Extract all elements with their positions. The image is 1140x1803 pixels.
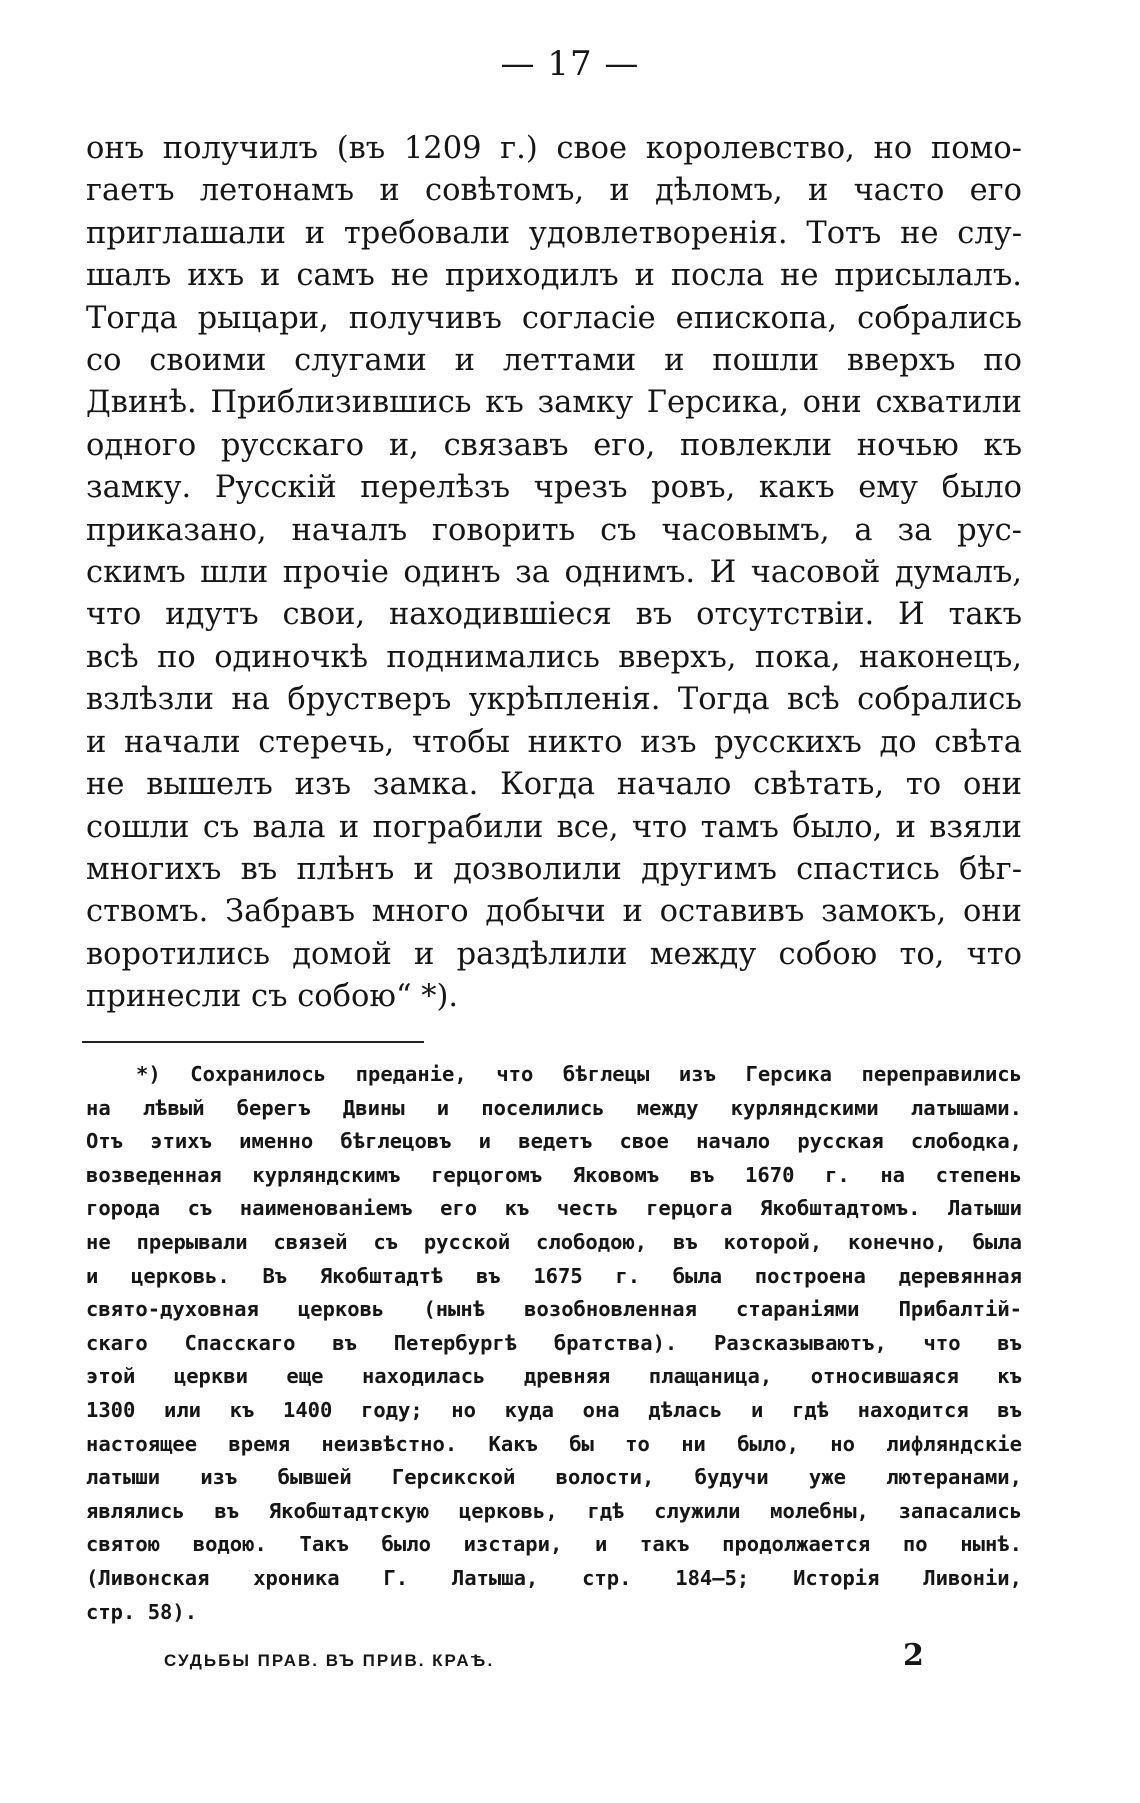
- main-text-line: не вышелъ изъ замка. Когда начало свѣтать, то они: [86, 767, 1022, 803]
- footnote-line: являлись въ Якобштадтскую церковь, гдѣ служили молебны, запасались: [86, 1498, 1022, 1523]
- footnote-line: святою водою. Такъ было изстари, и такъ продолжается по нынѣ.: [86, 1532, 1022, 1557]
- footnote-line: и церковь. Въ Якобштадтѣ въ 1675 г. была построена деревянная: [86, 1263, 1022, 1288]
- main-text-line: ствомъ. Забравъ много добычи и оставивъ замокъ, они: [86, 894, 1022, 930]
- main-text-line: принесли съ собою“ *).: [86, 979, 459, 1015]
- signature-number: 2: [903, 1638, 924, 1673]
- main-text-line: приказано, началъ говорить съ часовымъ, а за рус-: [86, 512, 1022, 548]
- main-text-line: приглашали и требовали удовлетворенія. Тотъ не слу-: [86, 215, 1022, 251]
- footnote-line: на лѣвый берегъ Двины и поселились между курляндскими латышами.: [86, 1095, 1022, 1120]
- main-text-line: Двинѣ. Приблизившись къ замку Герсика, они схватили: [86, 385, 1022, 421]
- main-text-line: сошли съ вала и пограбили все, что тамъ было, и взяли: [86, 809, 1022, 845]
- footnote: [86, 1058, 1022, 1629]
- footnote-line: этой церкви еще находилась древняя плащаница, относившаяся къ: [86, 1364, 1022, 1389]
- main-text-line: замку. Русскій перелѣзъ чрезъ ровъ, какъ ему было: [86, 470, 1022, 506]
- main-text-line: со своими слугами и леттами и пошли вверхъ по: [86, 343, 1022, 379]
- main-text-line: скимъ шли прочіе одинъ за однимъ. И часовой думалъ,: [86, 555, 1022, 591]
- footnote-line: *) Сохранилось преданіе, что бѣглецы изъ Герсика переправились: [136, 1062, 1022, 1086]
- main-text-line: взлѣзли на брустверъ укрѣпленія. Тогда всѣ собрались: [86, 682, 1022, 718]
- main-text-line: воротились домой и раздѣлили между собою то, что: [86, 936, 1022, 972]
- main-text-line: шалъ ихъ и самъ не приходилъ и посла не присылалъ.: [86, 258, 1022, 294]
- footnote-line: не прерывали связей съ русской слободою, въ которой, конечно, была: [86, 1229, 1022, 1254]
- main-text-line: и начали стеречь, чтобы никто изъ русскихъ до свѣта: [86, 724, 1022, 760]
- footnote-line: скаго Спасскаго въ Петербургѣ братства). Разсказываютъ, что въ: [86, 1330, 1022, 1355]
- main-text-line: одного русскаго и, связавъ его, повлекли ночью къ: [86, 427, 1022, 463]
- footnote-line: латыши изъ бывшей Герсикской волости, будучи уже лютеранами,: [86, 1465, 1022, 1490]
- page-number: — 17 —: [500, 44, 640, 84]
- footnote-line: стр. 58).: [86, 1599, 198, 1624]
- footnote-line: (Ливонская хроника Г. Латыша, стр. 184—5; Исторія Ливоніи,: [86, 1565, 1022, 1590]
- main-text-line: многихъ въ плѣнъ и дозволили другимъ спастись бѣг-: [86, 851, 1022, 887]
- main-text-line: онъ получилъ (въ 1209 г.) свое королевство, но помо-: [86, 131, 1022, 166]
- footnote-line: Отъ этихъ именно бѣглецовъ и ведетъ свое начало русская слободка,: [86, 1129, 1022, 1154]
- footnote-line: свято-духовная церковь (нынѣ возобновленная стараніями Прибалтій-: [86, 1297, 1022, 1322]
- footnote-separator: [82, 1041, 424, 1043]
- footnote-line: настоящее время неизвѣстно. Какъ бы то ни было, но лифляндскіе: [86, 1431, 1022, 1456]
- footnote-line: возведенная курляндскимъ герцогомъ Яковомъ въ 1670 г. на степень: [86, 1162, 1022, 1187]
- main-text-line: гаетъ летонамъ и совѣтомъ, и дѣломъ, и часто его: [86, 173, 1022, 209]
- main-text: [86, 128, 1022, 1019]
- footnote-line: города съ наименованіемъ его къ честь герцога Якобштадтомъ. Латыши: [86, 1196, 1022, 1221]
- footnote-line: 1300 или къ 1400 году; но куда она дѣлась и гдѣ находится въ: [86, 1397, 1022, 1422]
- main-text-line: что идутъ свои, находившіеся въ отсутствіи. И такъ: [86, 597, 1022, 633]
- main-text-line: всѣ по одиночкѣ поднимались вверхъ, пока, наконецъ,: [86, 639, 1022, 675]
- main-text-line: Тогда рыцари, получивъ согласіе епископа, собрались: [86, 300, 1022, 336]
- printer-signature: СУДЬБЫ ПРАВ. ВЪ ПРИВ. КРАѢ.: [164, 1651, 495, 1670]
